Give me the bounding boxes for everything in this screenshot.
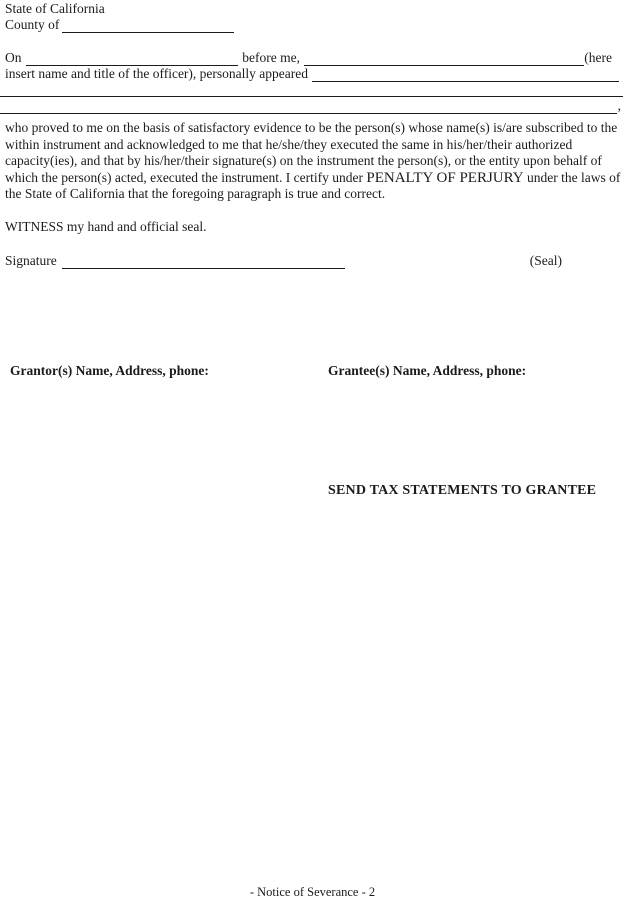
witness-line: WITNESS my hand and official seal. <box>5 218 207 234</box>
date-blank-field <box>26 51 239 66</box>
on-label: On <box>5 50 22 65</box>
signature-row <box>5 253 619 269</box>
parties-header-row <box>5 363 619 379</box>
grantor-header: Grantor(s) Name, Address, phone: <box>10 362 209 378</box>
ack-text-part2: under the laws of the State of California that the foregoing paragraph is true and correct. <box>5 169 621 201</box>
before-me-label: before me, <box>242 50 300 65</box>
names-blank-line-2 <box>0 97 621 114</box>
send-tax-statements-line: SEND TAX STATEMENTS TO GRANTEE <box>328 482 597 498</box>
penalty-of-perjury-phrase: PENALTY OF PERJURY <box>366 169 524 186</box>
signature-label: Signature <box>5 252 57 268</box>
officer-title-line <box>5 66 619 82</box>
signature-blank-field <box>62 254 345 269</box>
here-label: (here <box>584 50 612 65</box>
officer-name-blank-field <box>304 51 584 66</box>
names-blank-line-1 <box>0 82 623 97</box>
date-officer-line <box>5 50 619 66</box>
state-line: State of California <box>5 1 105 16</box>
county-label: County of <box>5 17 60 32</box>
names-blank-line-2-rule <box>0 96 617 114</box>
trailing-comma: , <box>617 98 621 113</box>
seal-label: (Seal) <box>529 252 562 268</box>
officer-label: insert name and title of the officer), personally appeared <box>5 66 308 81</box>
page-footer: - Notice of Severance - 2 <box>249 885 376 899</box>
county-blank-field <box>62 18 234 33</box>
appeared-blank-field <box>312 67 619 82</box>
ack-text-part1: who proved to me on the basis of satisfactory evidence to be the person(s) whose name(s) is/are subscribed to the within instrument and acknowledged to me that he/she/they executed the same in his/her/their authorized capacity(ies), and that by his/her/their signature(s) on the instrument the person(s), or the entity upon behalf of which the person(s) acted, executed the instrument. I certify under <box>5 120 618 185</box>
acknowledgment-paragraph <box>5 120 622 203</box>
grantee-header: Grantee(s) Name, Address, phone: <box>328 362 527 378</box>
county-line <box>5 17 619 33</box>
